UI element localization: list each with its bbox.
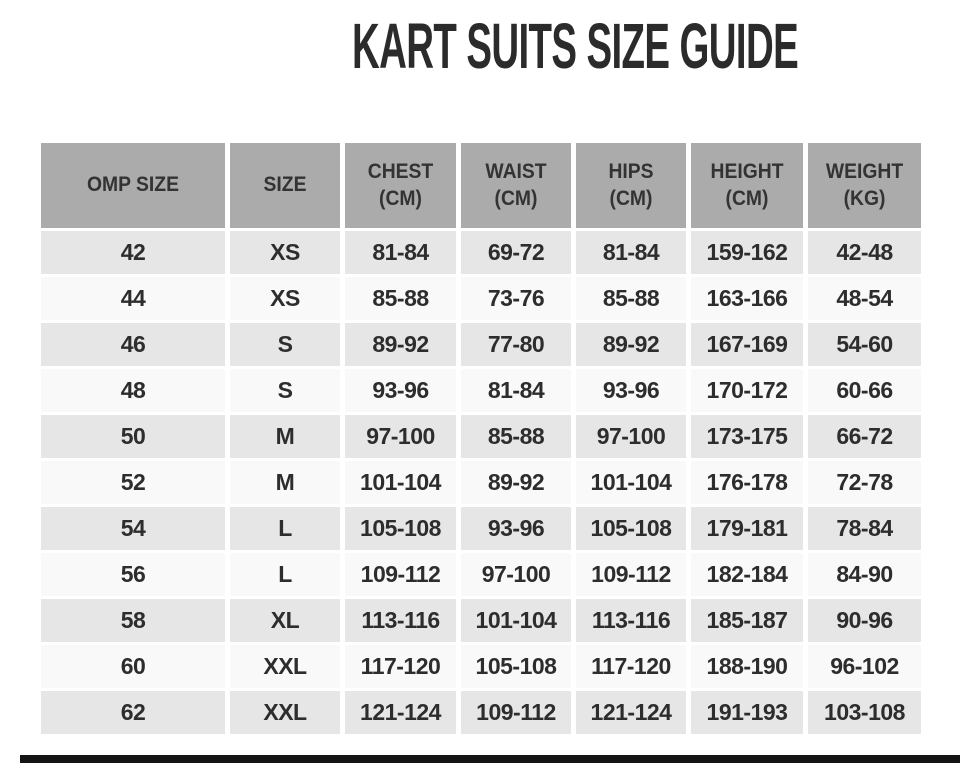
table-cell: 78-84 [808,507,921,550]
bottom-bar [20,755,960,763]
table-cell: 97-100 [345,415,456,458]
header-unit: (CM) [379,186,422,210]
table-row [41,691,921,734]
table-cell: 93-96 [576,369,686,412]
table-cell: 176-178 [691,461,803,504]
table-cell: XXL [230,645,340,688]
table-cell: 101-104 [461,599,571,642]
header-cell-chest [345,143,456,228]
table-cell: 103-108 [808,691,921,734]
table-cell: 167-169 [691,323,803,366]
table-cell: M [230,415,340,458]
table-row [41,323,921,366]
table-cell: 96-102 [808,645,921,688]
header-label: SIZE [263,173,307,197]
table-cell: 89-92 [576,323,686,366]
table-cell: 62 [41,691,225,734]
header-unit: (CM) [609,186,653,210]
header-cell-hips [576,143,686,228]
header-label: OMP SIZE [87,173,179,197]
table-cell: XS [230,231,340,274]
header-label: HEIGHT [710,160,784,184]
table-cell: XS [230,277,340,320]
table-cell: 117-120 [576,645,686,688]
table-cell: 85-88 [576,277,686,320]
table-cell: 188-190 [691,645,803,688]
table-cell: 84-90 [808,553,921,596]
header-cell-omp-size [41,143,225,228]
header-label: CHEST [367,160,434,184]
header-cell-size [230,143,340,228]
table-cell: 89-92 [345,323,456,366]
header-cell-waist [461,143,571,228]
table-cell: 54-60 [808,323,921,366]
table-row [41,231,921,274]
table-cell: 179-181 [691,507,803,550]
table-cell: 105-108 [461,645,571,688]
table-cell: XL [230,599,340,642]
table-cell: L [230,507,340,550]
table-cell: 81-84 [461,369,571,412]
page-title: KART SUITS SIZE GUIDE [352,10,799,82]
table-cell: 113-116 [345,599,456,642]
table-cell: 77-80 [461,323,571,366]
header-label: WAIST [485,160,547,184]
table-cell: 93-96 [345,369,456,412]
table-cell: 72-78 [808,461,921,504]
table-cell: 101-104 [576,461,686,504]
table-cell: M [230,461,340,504]
header-label: HIPS [608,160,654,184]
table-header [41,143,921,228]
table-cell: 109-112 [345,553,456,596]
size-table [36,140,926,737]
table-cell: S [230,323,340,366]
table-cell: 54 [41,507,225,550]
header-unit: (CM) [725,186,769,210]
table-cell: 58 [41,599,225,642]
table-cell: 60-66 [808,369,921,412]
table-cell: 50 [41,415,225,458]
table-cell: 90-96 [808,599,921,642]
table-cell: 46 [41,323,225,366]
table-cell: XXL [230,691,340,734]
table-cell: 81-84 [345,231,456,274]
table-cell: 85-88 [461,415,571,458]
table-row [41,277,921,320]
table-cell: 42-48 [808,231,921,274]
table-cell: 170-172 [691,369,803,412]
table-row [41,461,921,504]
table-cell: 56 [41,553,225,596]
table-header-row [41,143,921,228]
table-cell: 113-116 [576,599,686,642]
table-cell: L [230,553,340,596]
table-row [41,415,921,458]
table-cell: 105-108 [345,507,456,550]
table-cell: 117-120 [345,645,456,688]
table-row [41,507,921,550]
table-cell: 97-100 [576,415,686,458]
table-row [41,645,921,688]
table-cell: 121-124 [576,691,686,734]
table-cell: 93-96 [461,507,571,550]
table-cell: 191-193 [691,691,803,734]
table-cell: 109-112 [576,553,686,596]
table-cell: 97-100 [461,553,571,596]
table-cell: 109-112 [461,691,571,734]
table-cell: 66-72 [808,415,921,458]
table-cell: S [230,369,340,412]
header-cell-weight [808,143,921,228]
table-cell: 185-187 [691,599,803,642]
table-cell: 173-175 [691,415,803,458]
table-cell: 121-124 [345,691,456,734]
table-cell: 163-166 [691,277,803,320]
table-cell: 60 [41,645,225,688]
header-cell-height [691,143,803,228]
table-row [41,369,921,412]
table-cell: 85-88 [345,277,456,320]
table-cell: 44 [41,277,225,320]
table-cell: 81-84 [576,231,686,274]
table-cell: 101-104 [345,461,456,504]
table-cell: 42 [41,231,225,274]
table-cell: 48 [41,369,225,412]
table-cell: 48-54 [808,277,921,320]
table-row [41,599,921,642]
table-row [41,553,921,596]
header-unit: (CM) [494,186,538,210]
table-cell: 52 [41,461,225,504]
table-cell: 159-162 [691,231,803,274]
table-body [41,231,921,734]
table-cell: 69-72 [461,231,571,274]
table-cell: 89-92 [461,461,571,504]
header-unit: (KG) [843,186,886,210]
table-cell: 105-108 [576,507,686,550]
table-cell: 182-184 [691,553,803,596]
header-label: WEIGHT [825,160,904,184]
table-cell: 73-76 [461,277,571,320]
